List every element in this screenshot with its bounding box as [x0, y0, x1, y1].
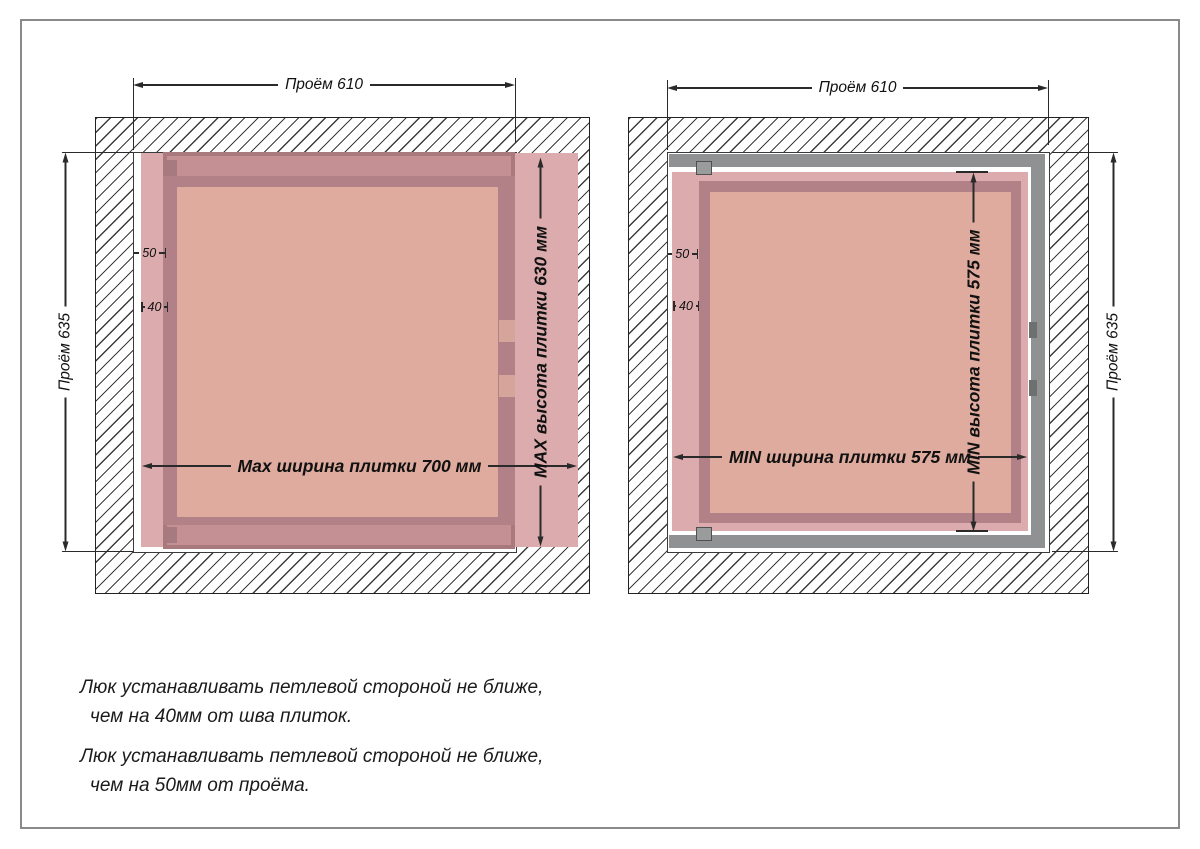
max-tile-height-label: MAX высота плитки 630 мм [530, 225, 550, 478]
min-hinge-bottom-icon [696, 527, 712, 541]
note-seam-line2: чем на 40мм от шва плиток. [90, 706, 353, 727]
max-offset-50-label: 50 [142, 246, 157, 260]
min-dim-tile-height [962, 172, 984, 531]
max-dim-tile-height [529, 157, 551, 546]
min-offset-50-label: 50 [675, 247, 690, 261]
min-hinge-top-icon [696, 161, 712, 175]
min-offset-40-label: 40 [679, 299, 693, 313]
max-dim-tile-width [142, 455, 577, 477]
note-seam [80, 673, 543, 731]
note-seam-line1: Люк устанавливать петлевой стороной не ближе, [80, 677, 544, 698]
min-tile-height-label: MIN высота плитки 575 мм [963, 228, 983, 475]
min-opening-width-label: Проём 610 [818, 79, 897, 96]
max-dim-offset-50 [134, 243, 166, 263]
min-latch-upper-icon [1029, 322, 1037, 338]
min-dim-offset-50 [668, 244, 698, 264]
max-offset-40-label: 40 [147, 300, 162, 314]
min-opening-height-label: Проём 635 [1104, 312, 1121, 391]
max-hinge-top-icon [164, 160, 177, 176]
min-dim-offset-40 [673, 296, 699, 316]
max-dim-offset-40 [141, 297, 168, 317]
max-hinge-bottom-icon [164, 527, 177, 543]
max-dim-opening-height [54, 152, 76, 551]
note-opening [80, 742, 543, 800]
max-opening-height-label: Проём 635 [56, 312, 73, 391]
min-tile-width-label: MIN ширина плитки 575 мм [729, 447, 971, 467]
min-dim-opening-width [667, 77, 1048, 99]
max-latch-upper-icon [499, 320, 515, 342]
max-tile-width-label: Max ширина плитки 700 мм [237, 456, 482, 476]
note-opening-line1: Люк устанавливать петлевой стороной не ближе, [80, 746, 544, 767]
min-latch-lower-icon [1029, 380, 1037, 396]
note-opening-line2: чем на 50мм от проёма. [90, 775, 310, 796]
max-dim-opening-width [133, 74, 515, 96]
max-latch-lower-icon [499, 375, 515, 397]
min-dim-opening-height [1102, 152, 1124, 551]
max-opening-width-label: Проём 610 [285, 76, 363, 93]
